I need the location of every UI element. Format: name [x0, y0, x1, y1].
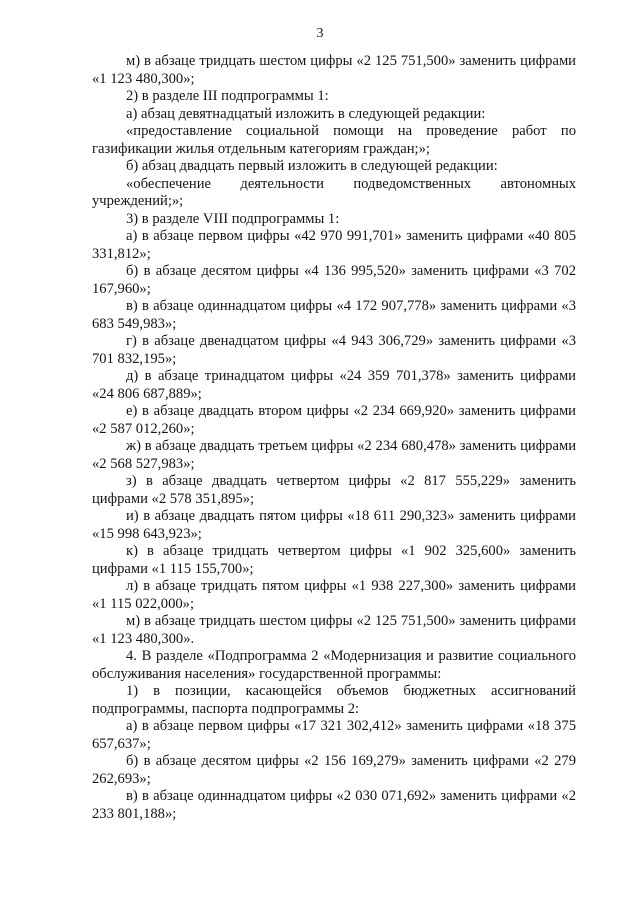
paragraph: к) в абзаце тридцать четвертом цифры «1 902 325,600» заменить цифрами «1 115 155,700»; [92, 543, 576, 577]
paragraph: «предоставление социальной помощи на проведение работ по газификации жилья отдельным категориям граждан;»; [92, 123, 576, 157]
paragraph: а) в абзаце первом цифры «17 321 302,412» заменить цифрами «18 375 657,637»; [92, 718, 576, 752]
paragraph: и) в абзаце двадцать пятом цифры «18 611 290,323» заменить цифрами «15 998 643,923»; [92, 508, 576, 542]
paragraph: «обеспечение деятельности подведомственных автономных учреждений;»; [92, 175, 576, 209]
paragraph: 3) в разделе VIII подпрограммы 1: [126, 210, 340, 227]
paragraph: б) в абзаце десятом цифры «2 156 169,279» заменить цифрами «2 279 262,693»; [92, 753, 576, 787]
paragraph: 4. В разделе «Подпрограмма 2 «Модернизация и развитие социального обслуживания населения» государственной программы: [92, 648, 576, 682]
paragraph: г) в абзаце двенадцатом цифры «4 943 306,729» заменить цифрами «3 701 832,195»; [92, 333, 576, 367]
paragraph: д) в абзаце тринадцатом цифры «24 359 701,378» заменить цифрами «24 806 687,889»; [92, 368, 576, 402]
paragraph: б) в абзаце десятом цифры «4 136 995,520» заменить цифрами «3 702 167,960»; [92, 263, 576, 297]
paragraph: е) в абзаце двадцать втором цифры «2 234 669,920» заменить цифрами «2 587 012,260»; [92, 403, 576, 437]
paragraph: б) абзац двадцать первый изложить в следующей редакции: [126, 158, 498, 174]
page-number: 3 [316, 26, 324, 41]
paragraph: 2) в разделе III подпрограммы 1: [126, 88, 329, 104]
paragraph: 1) в позиции, касающейся объемов бюджетных ассигнований подпрограммы, паспорта подпрограммы 2: [92, 683, 576, 717]
paragraph: м) в абзаце тридцать шестом цифры «2 125 751,500» заменить цифрами «1 123 480,300». [92, 613, 576, 647]
paragraph: з) в абзаце двадцать четвертом цифры «2 817 555,229» заменить цифрами «2 578 351,895»; [92, 473, 576, 507]
paragraph: в) в абзаце одиннадцатом цифры «2 030 071,692» заменить цифрами «2 233 801,188»; [92, 788, 576, 822]
paragraph: в) в абзаце одиннадцатом цифры «4 172 907,778» заменить цифрами «3 683 549,983»; [92, 298, 576, 332]
paragraph: а) абзац девятнадцатый изложить в следующей редакции: [126, 105, 486, 122]
paragraph: а) в абзаце первом цифры «42 970 991,701» заменить цифрами «40 805 331,812»; [92, 228, 576, 262]
paragraph: л) в абзаце тридцать пятом цифры «1 938 227,300» заменить цифрами «1 115 022,000»; [92, 578, 576, 612]
paragraph: м) в абзаце тридцать шестом цифры «2 125 751,500» заменить цифрами «1 123 480,300»; [92, 53, 576, 87]
paragraph: ж) в абзаце двадцать третьем цифры «2 234 680,478» заменить цифрами «2 568 527,983»; [92, 438, 576, 472]
document-body [92, 53, 576, 823]
